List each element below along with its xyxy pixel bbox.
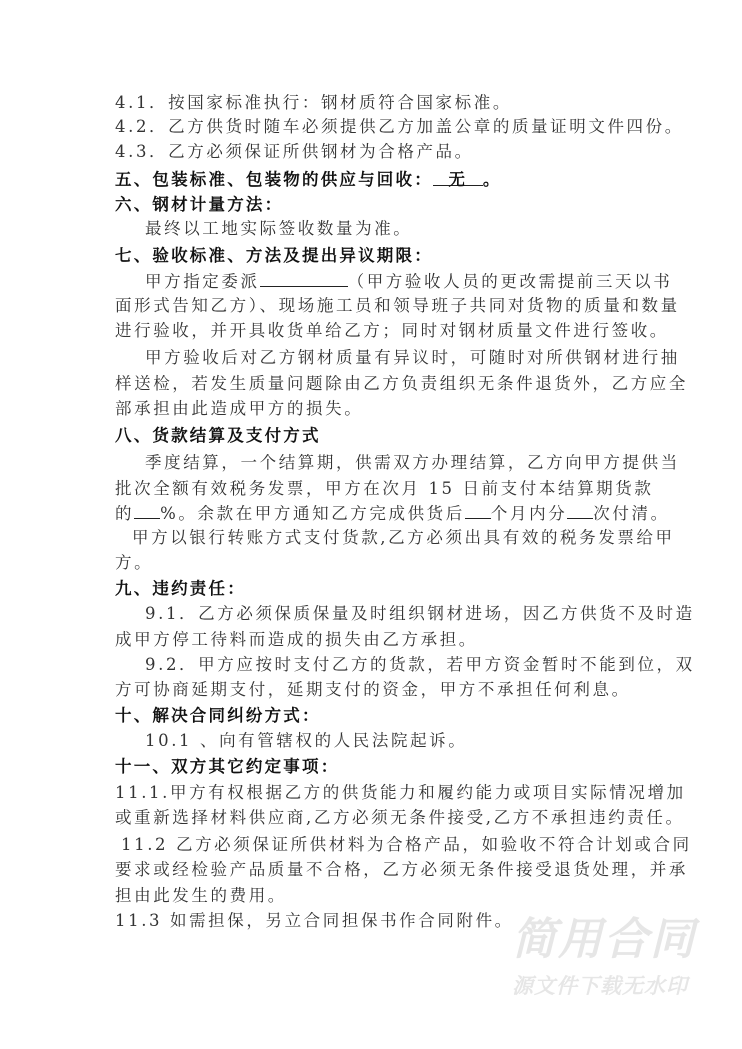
section-6-body: 最终以工地实际签收数量为准。 — [145, 219, 413, 238]
clause-9-1-line1: 9.1．乙方必须保质保量及时组织钢材进场，因乙方供货不及时造 — [145, 604, 695, 623]
text-segment: 甲方指定委派 — [145, 272, 260, 291]
text-segment: 的 — [115, 504, 135, 523]
clause-11-1-line1: 11.1.甲方有权根据乙方的供货能力和履约能力或项目实际情况增加 — [115, 783, 686, 802]
inspector-blank-field — [260, 270, 348, 287]
section-7-para2-line1: 甲方验收后对乙方钢材质量有异议时，可随时对所供钢材进行抽 — [145, 348, 680, 367]
section-5-label: 五、包装标准、包装物的供应与回收： — [115, 170, 433, 189]
months-blank-field — [465, 502, 491, 519]
watermark — [512, 914, 722, 998]
watermark-tagline: 源文件下载无水印 — [512, 974, 688, 998]
section-8-heading: 八、货款结算及支付方式 — [115, 426, 321, 445]
section-5-heading — [115, 169, 635, 191]
section-7-heading: 七、验收标准、方法及提出异议期限： — [115, 246, 433, 265]
section-7-para1-line2: 面形式告知乙方）、现场施工员和领导班子共同对货物的质量和数量 — [115, 296, 680, 315]
section-7-para2-line3: 部承担由此造成甲方的损失。 — [115, 399, 364, 418]
text-segment: （甲方验收人员的更改需提前三天以书 — [347, 272, 673, 291]
section-6-heading: 六、钢材计量方法： — [115, 195, 284, 214]
clause-9-2-line2: 方可协商延期支付，延期支付的资金，甲方不承担任何利息。 — [115, 680, 631, 699]
text-segment: 个月内分 — [490, 504, 568, 523]
section-9-heading: 九、违约责任： — [115, 579, 246, 598]
section-10-heading: 十、解决合同纠纷方式： — [115, 706, 321, 725]
section-5-suffix: 。 — [482, 170, 502, 189]
clause-11-2-line2: 要求或经检验产品质量不合格，乙方必须无条件接受退货处理，并承 — [115, 860, 688, 879]
section-7-para1-line1 — [145, 270, 673, 293]
clause-10-1: 10.1 、向有管辖权的人民法院起诉。 — [145, 731, 468, 750]
section-8-para1-line3 — [115, 502, 670, 525]
section-7-para1-line3: 进行验收，并开具收货单给乙方；同时对钢材质量文件进行签收。 — [115, 321, 669, 340]
clause-4-2: 4.2．乙方供货时随车必须提供乙方加盖公章的质量证明文件四份。 — [115, 117, 684, 136]
clause-11-2-line3: 担由此发生的费用。 — [115, 886, 287, 905]
section-8-para2-line2: 方。 — [115, 553, 154, 572]
clause-4-1: 4.1．按国家标准执行：钢材质符合国家标准。 — [115, 93, 512, 112]
clause-11-1-line2: 或重新选择材料供应商,乙方必须无条件接受,乙方不承担违约责任。 — [115, 808, 685, 827]
clause-11-2-line1: 11.2 乙方必须保证所供材料为合格产品，如验收不符合计划或合同 — [121, 835, 692, 854]
section-8-para1-line2: 批次全额有效税务发票，甲方在次月 15 日前支付本结算期货款 — [115, 479, 654, 498]
installments-blank-field — [567, 502, 593, 519]
packaging-value-field: 无 — [433, 169, 483, 186]
section-7-para2-line2: 样送检，若发生质量问题除由乙方负责组织无条件退货外，乙方应全 — [115, 374, 688, 393]
clause-9-1-line2: 成甲方停工待料而造成的损失由乙方承担。 — [115, 630, 478, 649]
clause-11-3: 11.3 如需担保，另立合同担保书作合同附件。 — [115, 911, 514, 930]
watermark-brand: 简用合同 — [512, 914, 696, 965]
clause-4-3: 4.3．乙方必须保证所供钢材为合格产品。 — [115, 142, 474, 161]
clause-9-2-line1: 9.2．甲方应按时支付乙方的货款，若甲方资金暂时不能到位，双 — [145, 655, 695, 674]
text-segment: 次付清。 — [593, 504, 670, 523]
section-8-para2-line1: 甲方以银行转账方式支付货款,乙方必须出具有效的税务发票给甲 — [132, 528, 675, 547]
text-segment: %。余款在甲方通知乙方完成供货后 — [160, 504, 465, 523]
section-11-heading: 十一、双方其它约定事项： — [115, 757, 340, 776]
section-8-para1-line1: 季度结算，一个结算期，供需双方办理结算，乙方向甲方提供当 — [145, 453, 680, 472]
percent-blank-field — [134, 502, 160, 519]
